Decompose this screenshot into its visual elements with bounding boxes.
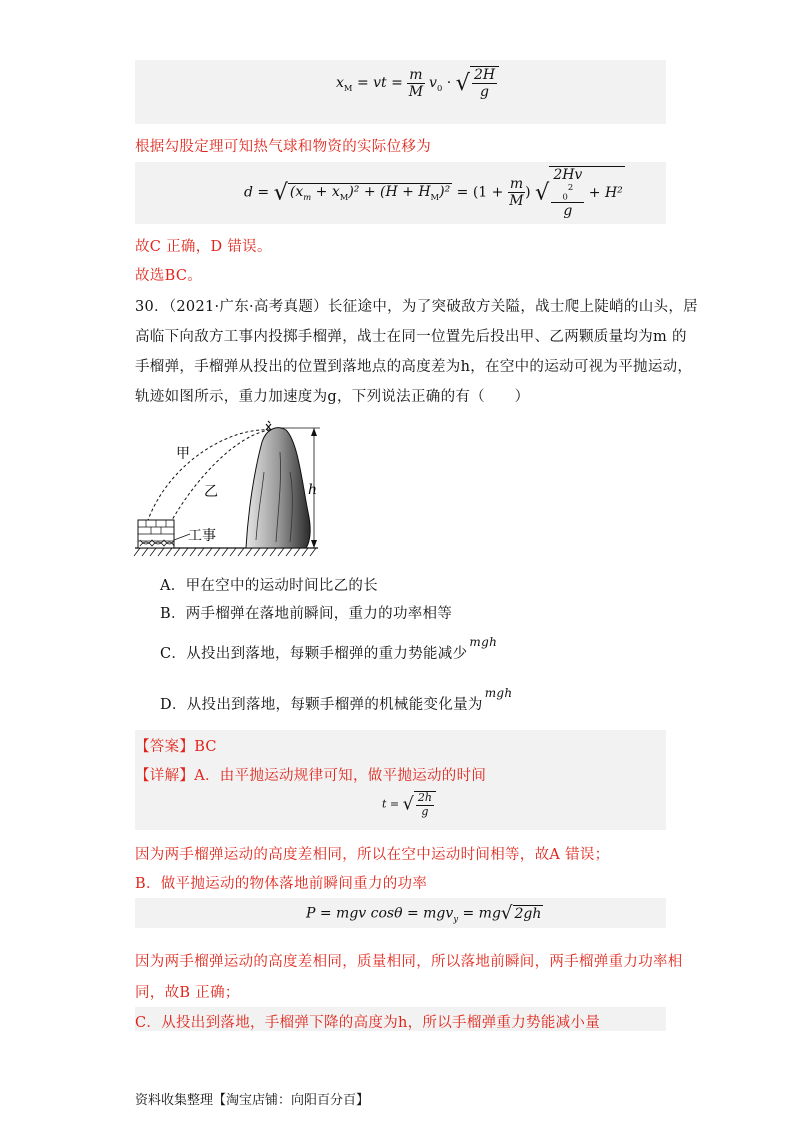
label-jia: 甲 <box>176 446 190 462</box>
label-h: h <box>308 482 318 498</box>
soldier-icon <box>266 421 271 430</box>
text-b-reason-2: 同，故B 正确； <box>135 985 240 1001</box>
text-b-power: B．做平抛运动的物体落地前瞬间重力的功率 <box>135 876 428 892</box>
answer-line: 【答案】BC <box>135 739 217 755</box>
bunker-icon <box>138 520 174 548</box>
option-d-expr: mgh <box>484 686 513 700</box>
text-b-reason-1: 因为两手榴弹运动的高度差相同，质量相同，所以落地前瞬间，两手榴弹重力功率相 <box>135 954 683 970</box>
option-c-text: C．从投出到落地，每颗手榴弹的重力势能减少 <box>160 646 468 662</box>
grenade-trajectory-figure <box>130 412 345 562</box>
footer-text: 资料收集整理【淘宝店铺：向阳百分百】 <box>135 1093 370 1108</box>
option-a[interactable]: A．甲在空中的运动时间比乙的长 <box>160 578 378 594</box>
option-d-text: D．从投出到落地，每颗手榴弹的机械能变化量为 <box>160 697 483 713</box>
label-bunker: 工事 <box>188 528 216 544</box>
equation-t: t = √ $\frac{2h}{g}$ <box>382 791 436 818</box>
equation-d: d = √ $(x_m + x_M)^2 + (H + H_M)^2 = (1$ + $\frac{m}{M}$ ) √ 2Hv $_0^2$ g + H² <box>244 167 623 220</box>
question-30-line-4: 轨迹如图所示，重力加速度为g，下列说法正确的有（ ） <box>135 389 530 405</box>
text-pythagoras: 根据勾股定理可知热气球和物资的实际位移为 <box>135 139 431 155</box>
text-c-correct: 故C 正确，D 错误。 <box>135 239 272 255</box>
option-c[interactable] <box>160 635 498 663</box>
option-b[interactable]: B．两手榴弹在落地前瞬间，重力的功率相等 <box>160 606 453 622</box>
question-30-line-1: 30．（2021·广东·高考真题）长征途中，为了突破敌方关隘，战士爬上陡峭的山头，居 <box>135 299 698 315</box>
equation-xm: $x_M$ = vt = $\frac{m}{M}$ $v_0$ · √ $\frac{2H}{g}$ <box>336 66 499 100</box>
label-yi: 乙 <box>204 484 218 500</box>
detail-line: 【详解】A．由平抛运动规律可知，做平抛运动的时间 <box>135 768 487 784</box>
text-choose-bc: 故选BC。 <box>135 268 203 284</box>
mountain-icon <box>246 428 310 548</box>
text-c-reason: C．从投出到落地，手榴弹下降的高度为h，所以手榴弹重力势能减小量 <box>135 1015 601 1031</box>
option-c-expr: mgh <box>469 635 498 649</box>
question-30-line-3: 手榴弹，手榴弹从投出的位置到落地点的高度差为h，在空中的运动可视为平抛运动， <box>135 359 693 375</box>
option-d[interactable] <box>160 686 513 714</box>
question-30-line-2: 高临下向敌方工事内投掷手榴弹，战士在同一位置先后投出甲、乙两颗质量均为m 的 <box>135 329 687 345</box>
equation-p: P = mgv cosθ = mgv$_y$ = mg√ 2gh <box>306 903 542 924</box>
text-a-wrong: 因为两手榴弹运动的高度差相同，所以在空中运动时间相等，故A 错误； <box>135 847 610 863</box>
